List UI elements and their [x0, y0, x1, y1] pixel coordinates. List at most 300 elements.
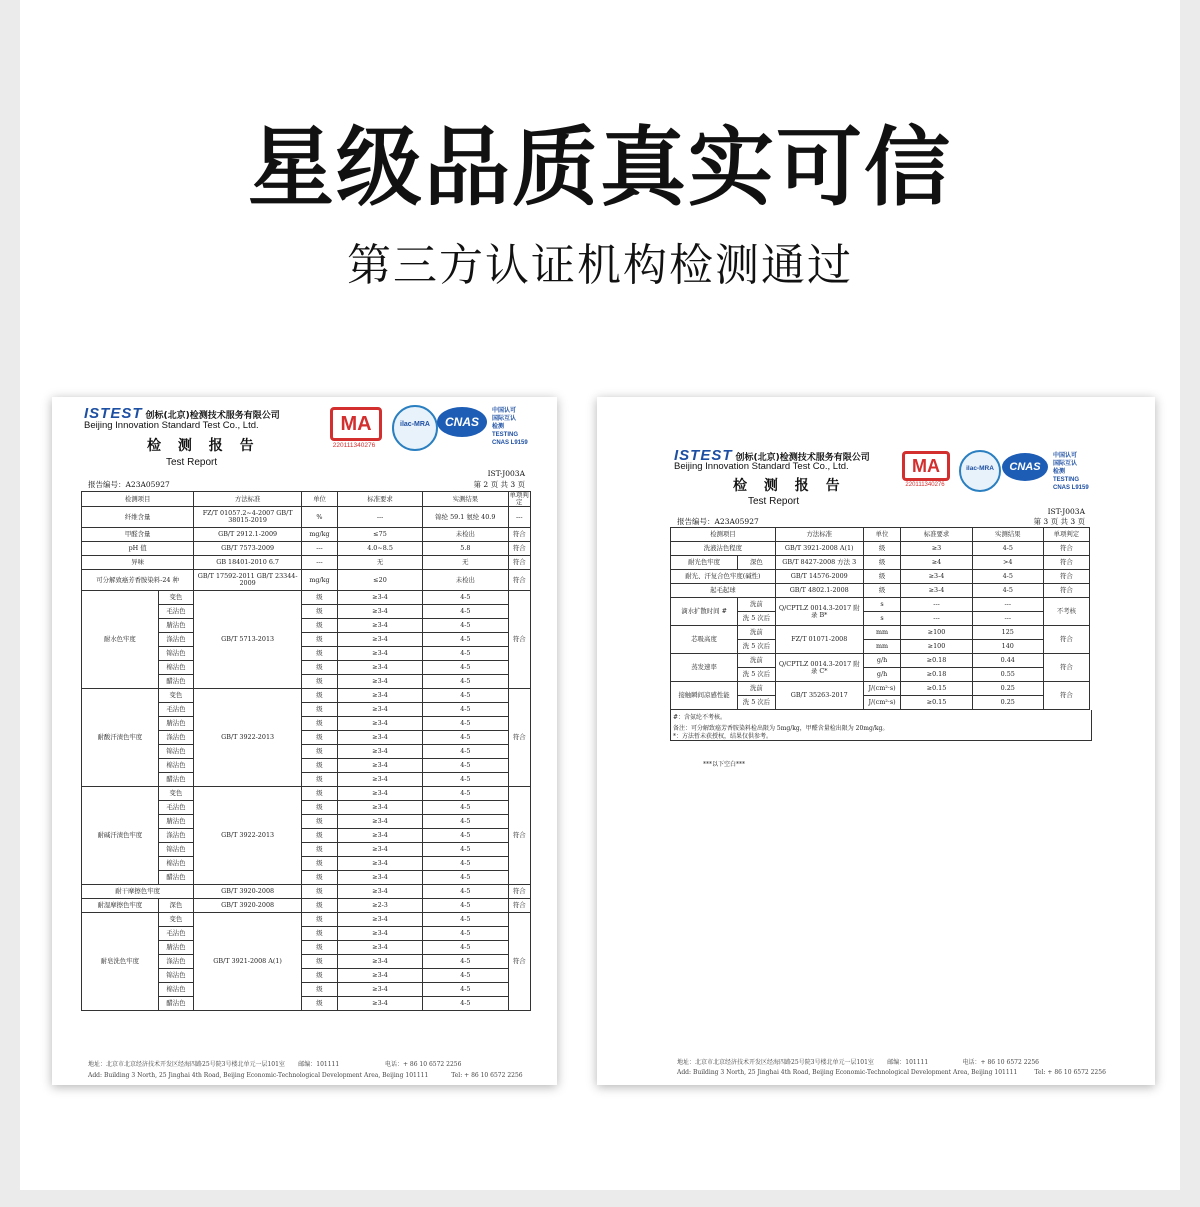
- table-cell: 级: [302, 913, 338, 927]
- table-cell: ≥3-4: [337, 787, 422, 801]
- table-cell: GB/T 3920-2008: [194, 899, 302, 913]
- table-cell: 耐光色牢度: [671, 556, 738, 570]
- table-cell: 锦沾色: [158, 745, 194, 759]
- footer-address-cn: 地址：北京市北京经济技术开发区经海四路25号院3号楼北单元一层101室 邮编：101111 电话：+ 86 10 6572 2256: [88, 1061, 462, 1068]
- cma-logo: [324, 405, 384, 455]
- table-row: [671, 570, 1090, 584]
- table-cell: GB/T 7573-2009: [194, 542, 302, 556]
- column-header: 方法标准: [775, 528, 863, 542]
- table-cell: 洗前: [738, 598, 776, 612]
- table-header-row: [82, 492, 531, 507]
- table-cell: ≥3-4: [337, 759, 422, 773]
- table-cell: ≥3-4: [337, 941, 422, 955]
- subline: 第三方认证机构检测通过: [347, 240, 853, 291]
- table-cell: ---: [901, 612, 972, 626]
- table-cell: 4-5: [423, 927, 508, 941]
- table-cell: 4-5: [423, 885, 508, 899]
- table-cell: 级: [302, 675, 338, 689]
- table-cell: ≤20: [337, 570, 422, 591]
- table-cell: 级: [302, 717, 338, 731]
- table-cell: 耐酸汗渍色牢度: [82, 689, 159, 787]
- table-cell: 0.55: [972, 668, 1043, 682]
- table-cell: 级: [302, 661, 338, 675]
- table-cell: ≥3-4: [337, 661, 422, 675]
- table-cell: Q/CPTLZ 0014.3-2017 附录 B*: [775, 598, 863, 626]
- cnas-line: 中国认可: [1053, 453, 1078, 459]
- table-cell: 级: [302, 633, 338, 647]
- table-cell: 4-5: [423, 619, 508, 633]
- table-cell: 符合: [1043, 542, 1089, 556]
- table-cell: 耐湿摩擦色牢度: [82, 899, 159, 913]
- company-name-en: Beijing Innovation Standard Test Co., Ltd.: [674, 461, 849, 472]
- cnas-logo: CNAS: [437, 407, 487, 437]
- table-cell: g/h: [863, 668, 901, 682]
- table-cell: 级: [302, 605, 338, 619]
- table-cell: 符合: [508, 885, 531, 899]
- table-cell: 4-5: [972, 542, 1043, 556]
- table-cell: 涤沾色: [158, 829, 194, 843]
- table-cell: ≥3-4: [337, 745, 422, 759]
- table-cell: ---: [302, 556, 338, 570]
- table-cell: GB/T 14576-2009: [775, 570, 863, 584]
- headline: 星级品质真实可信: [248, 118, 952, 218]
- table-cell: s: [863, 612, 901, 626]
- table-cell: 4.0~8.5: [337, 542, 422, 556]
- table-cell: 腈沾色: [158, 815, 194, 829]
- cma-number: 220111340276: [332, 442, 376, 449]
- table-cell: ≥3-4: [337, 675, 422, 689]
- table-cell: 4-5: [972, 584, 1043, 598]
- table-cell: GB/T 35263-2017: [775, 682, 863, 710]
- table-cell: 洗 5 次后: [738, 696, 776, 710]
- table-cell: 腈沾色: [158, 619, 194, 633]
- table-cell: ≥3-4: [337, 773, 422, 787]
- table-cell: ---: [337, 507, 422, 528]
- table-cell: J/(cm²·s): [863, 696, 901, 710]
- table-cell: 级: [302, 843, 338, 857]
- table-cell: 级: [302, 619, 338, 633]
- note-line: *：方法暂未获授权，结果仅供参考。: [673, 733, 773, 740]
- table-cell: 级: [302, 745, 338, 759]
- table-cell: ---: [508, 507, 531, 528]
- table-cell: 变色: [158, 689, 194, 703]
- cma-mark: MA: [330, 407, 382, 441]
- table-row: [671, 598, 1090, 612]
- table-cell: 涤沾色: [158, 731, 194, 745]
- table-cell: 符合: [508, 570, 531, 591]
- table-row: [82, 913, 531, 927]
- table-row: [82, 507, 531, 528]
- cnas-caption: [1053, 452, 1089, 492]
- table-cell: 符合: [508, 542, 531, 556]
- cnas-line: 中国认可: [492, 408, 517, 414]
- table-cell: ≥3-4: [337, 801, 422, 815]
- cma-number: 220111340276: [905, 482, 945, 488]
- table-cell: 棉沾色: [158, 759, 194, 773]
- table-cell: 4-5: [423, 801, 508, 815]
- table-cell: ≥3-4: [337, 857, 422, 871]
- note-line: 备注：可分解致癌芳香胺染料检出限为 5mg/kg，甲醛含量检出限为 20mg/kg。: [673, 725, 889, 732]
- table-cell: 4-5: [423, 969, 508, 983]
- table-cell: ≥3: [901, 542, 972, 556]
- table-cell: 级: [302, 871, 338, 885]
- cnas-line: TESTING: [492, 432, 519, 438]
- table-cell: 4-5: [423, 843, 508, 857]
- table-cell: ≥0.15: [901, 696, 972, 710]
- table-cell: 涤沾色: [158, 633, 194, 647]
- table-cell: 洗 5 次后: [738, 640, 776, 654]
- table-cell: GB/T 3922-2013: [194, 787, 302, 885]
- table-cell: 涤沾色: [158, 955, 194, 969]
- table-cell: GB/T 3920-2008: [194, 885, 302, 899]
- table-cell: 符合: [1043, 626, 1089, 654]
- table-cell: g/h: [863, 654, 901, 668]
- table-cell: 级: [863, 556, 901, 570]
- report-title-en: Test Report: [166, 457, 218, 468]
- table-cell: 级: [302, 815, 338, 829]
- table-cell: 符合: [508, 556, 531, 570]
- table-cell: mm: [863, 640, 901, 654]
- table-cell: GB/T 17592-2011 GB/T 23344-2009: [194, 570, 302, 591]
- table-cell: GB/T 3921-2008 A(1): [194, 913, 302, 1011]
- table-cell: 起毛起球: [671, 584, 776, 598]
- table-cell: 级: [302, 647, 338, 661]
- table-cell: GB/T 8427-2008 方法 3: [775, 556, 863, 570]
- test-results-table: [81, 491, 531, 1011]
- cnas-line: 国际互认: [492, 416, 517, 422]
- column-header: 实测结果: [423, 492, 508, 507]
- table-cell: 0.44: [972, 654, 1043, 668]
- table-row: [82, 528, 531, 542]
- table-cell: 锦沾色: [158, 647, 194, 661]
- table-cell: 锦沾色: [158, 843, 194, 857]
- table-cell: 毛沾色: [158, 605, 194, 619]
- table-cell: 腈沾色: [158, 941, 194, 955]
- table-cell: 洗液沾色程度: [671, 542, 776, 556]
- table-cell: 级: [302, 591, 338, 605]
- table-cell: 140: [972, 640, 1043, 654]
- table-row: [671, 584, 1090, 598]
- table-cell: ≥3-4: [337, 633, 422, 647]
- table-cell: ≥3-4: [337, 997, 422, 1011]
- table-cell: ≥3-4: [337, 717, 422, 731]
- table-cell: 级: [302, 941, 338, 955]
- cnas-line: CNAS L9159: [492, 440, 528, 446]
- ilac-text: ilac-MRA: [400, 421, 430, 428]
- table-cell: ---: [901, 598, 972, 612]
- table-row: [82, 689, 531, 703]
- footer-address-cn: 地址：北京市北京经济技术开发区经海四路25号院3号楼北单元一层101室 邮编：101111 电话：+ 86 10 6572 2256: [677, 1059, 1039, 1066]
- cma-logo: [897, 449, 953, 495]
- table-cell: ---: [972, 612, 1043, 626]
- page-number: 第 3 页 共 3 页: [1033, 517, 1085, 526]
- table-cell: 4-5: [423, 745, 508, 759]
- table-cell: 不考核: [1043, 598, 1089, 626]
- cnas-caption: [492, 407, 528, 447]
- table-cell: 深色: [158, 899, 194, 913]
- table-cell: 符合: [508, 689, 531, 787]
- table-cell: GB/T 2912.1-2009: [194, 528, 302, 542]
- page-number: 第 2 页 共 3 页: [473, 480, 525, 489]
- table-cell: 符合: [1043, 556, 1089, 570]
- table-cell: 符合: [508, 528, 531, 542]
- table-cell: 未检出: [423, 570, 508, 591]
- table-cell: 无: [337, 556, 422, 570]
- table-cell: 棉沾色: [158, 983, 194, 997]
- table-cell: s: [863, 598, 901, 612]
- table-cell: 级: [302, 955, 338, 969]
- ilac-logo: [392, 405, 438, 451]
- table-cell: 级: [863, 584, 901, 598]
- table-cell: FZ/T 01057.2~4-2007 GB/T 38015-2019: [194, 507, 302, 528]
- cnas-logo: CNAS: [1002, 453, 1048, 481]
- table-cell: 4-5: [423, 759, 508, 773]
- table-cell: 级: [302, 773, 338, 787]
- report-title-en: Test Report: [748, 496, 800, 507]
- table-cell: 级: [302, 801, 338, 815]
- table-cell: 4-5: [423, 773, 508, 787]
- cnas-line: TESTING: [1053, 477, 1080, 483]
- table-cell: 符合: [508, 913, 531, 1011]
- table-cell: ≥3-4: [337, 689, 422, 703]
- company-logo: ISTEST: [674, 447, 733, 464]
- table-row: [82, 885, 531, 899]
- table-cell: 级: [302, 885, 338, 899]
- cnas-line: CNAS L9159: [1053, 485, 1089, 491]
- table-cell: 4-5: [972, 570, 1043, 584]
- table-row: [82, 899, 531, 913]
- table-cell: 毛沾色: [158, 801, 194, 815]
- table-cell: 级: [863, 542, 901, 556]
- table-row: [82, 542, 531, 556]
- blank-marker: ***以下空白***: [703, 761, 746, 768]
- table-cell: 接触瞬间凉感性能: [671, 682, 738, 710]
- table-cell: 耐碱汗渍色牢度: [82, 787, 159, 885]
- table-cell: GB 18401-2010 6.7: [194, 556, 302, 570]
- table-cell: 深色: [738, 556, 776, 570]
- table-cell: 4-5: [423, 633, 508, 647]
- company-name-cn: 创标(北京)检测技术服务有限公司: [145, 411, 280, 421]
- company-name-en: Beijing Innovation Standard Test Co., Ltd.: [84, 420, 259, 431]
- table-cell: 蒸发速率: [671, 654, 738, 682]
- table-cell: 符合: [508, 787, 531, 885]
- table-cell: ≥3-4: [337, 619, 422, 633]
- table-cell: 0.25: [972, 682, 1043, 696]
- ilac-text: ilac-MRA: [966, 465, 994, 472]
- footer-address-en: Add: Building 3 North, 25 Jinghai 4th Road, Beijing Economic-Technological Development Area, Beijing 101111 Tel: + 86 10 6572 2256: [88, 1072, 523, 1079]
- table-cell: 无: [423, 556, 508, 570]
- table-cell: 5.8: [423, 542, 508, 556]
- column-header: 单位: [302, 492, 338, 507]
- table-cell: mg/kg: [302, 570, 338, 591]
- table-cell: ≥3-4: [901, 570, 972, 584]
- table-cell: mm: [863, 626, 901, 640]
- table-row: [82, 787, 531, 801]
- table-cell: GB/T 4802.1-2008: [775, 584, 863, 598]
- table-cell: 腈沾色: [158, 717, 194, 731]
- table-cell: 4-5: [423, 689, 508, 703]
- table-cell: 级: [302, 731, 338, 745]
- table-cell: ≥3-4: [337, 647, 422, 661]
- report-code: IST-J003A: [487, 469, 525, 478]
- table-cell: 4-5: [423, 703, 508, 717]
- table-row: [671, 542, 1090, 556]
- table-cell: 4-5: [423, 983, 508, 997]
- table-cell: 4-5: [423, 871, 508, 885]
- table-cell: ≥3-4: [337, 829, 422, 843]
- table-cell: ≥100: [901, 626, 972, 640]
- table-cell: ≥0.15: [901, 682, 972, 696]
- table-cell: 4-5: [423, 829, 508, 843]
- table-cell: 级: [302, 899, 338, 913]
- table-cell: 级: [302, 759, 338, 773]
- table-cell: ≤75: [337, 528, 422, 542]
- column-header: 单位: [863, 528, 901, 542]
- table-cell: 锦纶 59.1 氨纶 40.9: [423, 507, 508, 528]
- table-row: [671, 682, 1090, 696]
- table-cell: 4-5: [423, 675, 508, 689]
- table-cell: 符合: [508, 899, 531, 913]
- table-cell: GB/T 3921-2008 A(1): [775, 542, 863, 556]
- cnas-line: 国际互认: [1053, 461, 1078, 467]
- table-cell: pH 值: [82, 542, 194, 556]
- table-cell: 符合: [1043, 654, 1089, 682]
- ilac-logo: [959, 450, 1001, 492]
- table-cell: 0.25: [972, 696, 1043, 710]
- table-row: [82, 556, 531, 570]
- table-cell: 级: [302, 787, 338, 801]
- table-row: [671, 556, 1090, 570]
- table-cell: Q/CPTLZ 0014.3-2017 附录 C*: [775, 654, 863, 682]
- table-cell: 符合: [508, 591, 531, 689]
- table-cell: ≥3-4: [337, 885, 422, 899]
- table-cell: 锦沾色: [158, 969, 194, 983]
- table-cell: 4-5: [423, 731, 508, 745]
- column-header: 检测项目: [671, 528, 776, 542]
- table-cell: 级: [302, 927, 338, 941]
- table-cell: 棉沾色: [158, 661, 194, 675]
- table-cell: 醋沾色: [158, 675, 194, 689]
- table-cell: J/(cm²·s): [863, 682, 901, 696]
- table-cell: 纤维含量: [82, 507, 194, 528]
- table-cell: 变色: [158, 913, 194, 927]
- table-cell: 滴水扩散时间 #: [671, 598, 738, 626]
- table-cell: 符合: [1043, 584, 1089, 598]
- table-cell: ---: [972, 598, 1043, 612]
- table-cell: ≥3-4: [337, 843, 422, 857]
- table-cell: 125: [972, 626, 1043, 640]
- table-cell: 级: [302, 983, 338, 997]
- table-cell: ≥3-4: [337, 605, 422, 619]
- table-cell: FZ/T 01071-2008: [775, 626, 863, 654]
- cnas-line: 检测: [1053, 469, 1066, 475]
- table-cell: ≥3-4: [337, 871, 422, 885]
- table-cell: 甲醛含量: [82, 528, 194, 542]
- table-cell: 级: [302, 703, 338, 717]
- table-cell: %: [302, 507, 338, 528]
- table-cell: 4-5: [423, 955, 508, 969]
- cma-mark: MA: [902, 451, 950, 481]
- table-cell: 级: [863, 570, 901, 584]
- table-row: [82, 570, 531, 591]
- table-cell: 符合: [1043, 570, 1089, 584]
- table-notes: [670, 710, 1092, 741]
- table-cell: 洗 5 次后: [738, 612, 776, 626]
- table-cell: 4-5: [423, 941, 508, 955]
- table-cell: ≥0.18: [901, 654, 972, 668]
- column-header: 检测项目: [82, 492, 194, 507]
- table-cell: 洗前: [738, 654, 776, 668]
- table-cell: 毛沾色: [158, 927, 194, 941]
- table-cell: 耐光、汗复合色牢度(碱性): [671, 570, 776, 584]
- table-cell: 芯吸高度: [671, 626, 738, 654]
- table-cell: ≥3-4: [337, 969, 422, 983]
- table-cell: 醋沾色: [158, 997, 194, 1011]
- table-cell: mg/kg: [302, 528, 338, 542]
- report-number: 报告编号：A23A05927: [677, 517, 759, 526]
- table-cell: ≥3-4: [337, 591, 422, 605]
- table-header-row: [671, 528, 1090, 542]
- table-cell: 耐干摩擦色牢度: [82, 885, 194, 899]
- table-cell: GB/T 5713-2013: [194, 591, 302, 689]
- report-code: IST-J003A: [1047, 507, 1085, 516]
- report-page-2: [597, 397, 1155, 1085]
- table-cell: 异味: [82, 556, 194, 570]
- table-cell: 级: [302, 829, 338, 843]
- table-cell: ≥3-4: [337, 731, 422, 745]
- table-cell: 4-5: [423, 661, 508, 675]
- table-cell: 棉沾色: [158, 857, 194, 871]
- table-cell: ≥3-4: [337, 955, 422, 969]
- table-cell: ≥2-3: [337, 899, 422, 913]
- table-cell: 4-5: [423, 605, 508, 619]
- report-title-cn: 检 测 报 告: [147, 438, 260, 454]
- table-cell: 变色: [158, 787, 194, 801]
- table-cell: 级: [302, 689, 338, 703]
- note-line: #：含氨纶不考核。: [673, 714, 727, 721]
- table-cell: GB/T 3922-2013: [194, 689, 302, 787]
- test-results-table: [670, 527, 1090, 710]
- column-header: 单项判定: [509, 491, 529, 506]
- table-cell: ≥3-4: [337, 703, 422, 717]
- table-cell: 4-5: [423, 591, 508, 605]
- table-cell: 级: [302, 969, 338, 983]
- table-cell: 4-5: [423, 787, 508, 801]
- table-cell: 可分解致癌芳香胺染料-24 种: [82, 570, 194, 591]
- table-cell: 4-5: [423, 717, 508, 731]
- table-cell: 级: [302, 857, 338, 871]
- table-cell: 4-5: [423, 857, 508, 871]
- table-cell: ≥3-4: [337, 983, 422, 997]
- table-cell: 4-5: [423, 899, 508, 913]
- cnas-line: 检测: [492, 424, 505, 430]
- table-row: [82, 591, 531, 605]
- table-cell: 级: [302, 997, 338, 1011]
- table-cell: 醋沾色: [158, 871, 194, 885]
- table-cell: 4-5: [423, 815, 508, 829]
- table-row: [671, 654, 1090, 668]
- table-cell: 4-5: [423, 997, 508, 1011]
- table-cell: 未检出: [423, 528, 508, 542]
- table-cell: ≥3-4: [337, 815, 422, 829]
- table-cell: 醋沾色: [158, 773, 194, 787]
- table-cell: ---: [302, 542, 338, 556]
- column-header: 方法标准: [194, 492, 302, 507]
- table-cell: 洗前: [738, 682, 776, 696]
- table-cell: ≥3-4: [337, 927, 422, 941]
- table-cell: 耐水色牢度: [82, 591, 159, 689]
- table-cell: 洗 5 次后: [738, 668, 776, 682]
